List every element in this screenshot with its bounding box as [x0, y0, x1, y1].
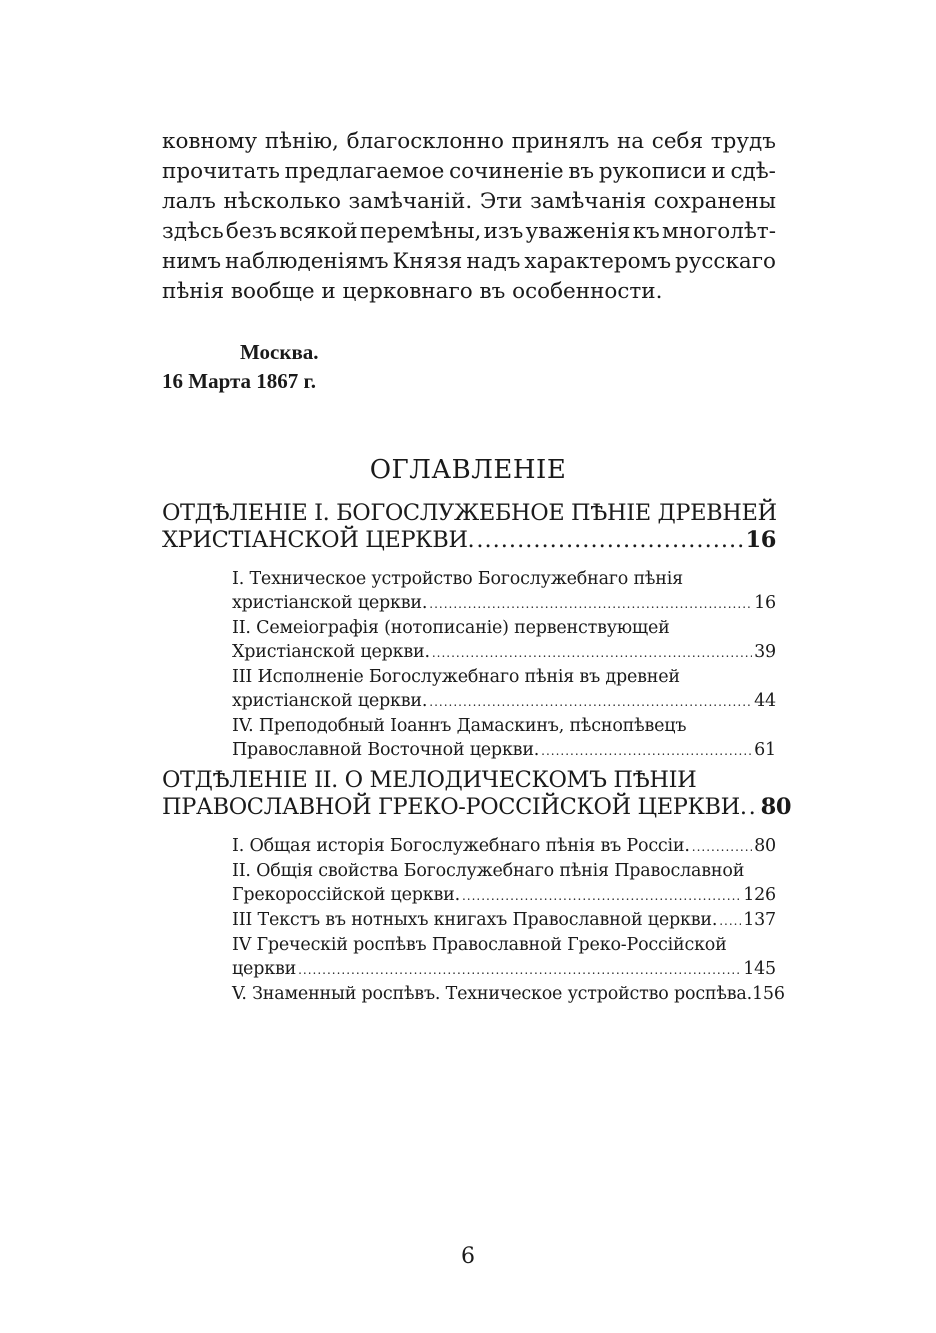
toc-entry-page: 137 — [743, 910, 776, 930]
toc-entry-line: IV Греческій роспѣвъ Православной Греко-Россійской — [232, 935, 727, 955]
dot-leader — [749, 794, 759, 821]
toc-entry — [232, 640, 776, 665]
toc-entry — [232, 982, 785, 1006]
intro-line: ковному пѣнію, благосклонно принялъ на себя трудъ — [162, 129, 776, 154]
toc-section-2 — [162, 767, 792, 821]
toc-section-title: ОТДѢЛЕНІЕ II. О МЕЛОДИЧЕСКОМЪ ПѢНІИ — [162, 767, 697, 793]
dot-leader — [298, 957, 741, 982]
toc-section-title: ПРАВОСЛАВНОЙ ГРЕКО-РОССІЙСКОЙ ЦЕРКВИ. — [162, 794, 747, 820]
toc-entry-text: Грекороссійской церкви. — [232, 885, 460, 905]
toc-entry-page: 145 — [743, 959, 776, 979]
toc-section-1 — [162, 500, 776, 554]
toc-section-title: ХРИСТІАНСКОЙ ЦЕРКВИ. — [162, 527, 475, 553]
toc-entry-line: III Исполненіе Богослужебнаго пѣнія въ древней — [232, 667, 680, 687]
toc-entry — [232, 591, 776, 616]
dot-leader — [462, 883, 741, 908]
toc-entry-text: христіанской церкви. — [232, 691, 428, 711]
toc-entry — [232, 738, 776, 763]
signature-city: Москва. — [240, 340, 319, 364]
dot-leader — [429, 591, 752, 616]
toc-entry — [232, 957, 776, 982]
toc-entry-text: III Текстъ въ нотныхъ книгахъ Православной церкви. — [232, 910, 718, 930]
toc-entry-line: II. Семеіографія (нотописаніе) первенствующей — [232, 618, 670, 638]
signature-date: 16 Марта 1867 г. — [162, 369, 316, 393]
toc-entry-text: I. Общая исторія Богослужебнаго пѣнія въ Россіи. — [232, 836, 690, 856]
signature-block — [162, 338, 319, 396]
toc-entry-page: 61 — [754, 740, 776, 760]
toc-section-title-line — [162, 794, 792, 821]
toc-entry-text: Христіанской церкви. — [232, 642, 430, 662]
toc-entry-text: христіанской церкви. — [232, 593, 428, 613]
toc-entry — [232, 689, 776, 714]
intro-line: пѣнія вообще и церковнаго въ особенности. — [162, 279, 663, 304]
intro-line: нимъ наблюденіямъ Князя надъ характеромъ русскаго — [162, 249, 776, 274]
page-number: 6 — [461, 1244, 475, 1269]
toc-entry-page: 156 — [752, 984, 785, 1004]
toc-entry-page: 39 — [754, 642, 776, 662]
toc-entry-page: 44 — [754, 691, 776, 711]
toc-entry-text: V. Знаменный роспѣвъ. Техническое устройство роспѣва. — [232, 984, 752, 1004]
toc-entry-line: IV. Преподобный Іоаннъ Дамаскинъ, пѣснопѣвецъ — [232, 716, 687, 736]
dot-leader — [719, 908, 741, 933]
toc-entries-2 — [232, 834, 785, 1006]
dot-leader — [692, 834, 752, 859]
toc-entry-text: церкви — [232, 959, 297, 979]
intro-paragraph — [162, 127, 776, 307]
intro-line: прочитать предлагаемое сочиненіе въ рукописи и сдѣ- — [162, 159, 776, 184]
toc-entry — [232, 908, 776, 933]
toc-entry — [232, 883, 776, 908]
toc-entry-page: 16 — [754, 593, 776, 613]
toc-entries-1 — [232, 567, 776, 763]
toc-section-page: 16 — [745, 527, 776, 553]
toc-section-page: 80 — [760, 794, 792, 820]
intro-line: лалъ нѣсколько замѣчаній. Эти замѣчанія сохранены — [162, 189, 776, 214]
dot-leader — [429, 689, 752, 714]
toc-entry-page: 126 — [743, 885, 776, 905]
toc-entry-page: 80 — [754, 836, 776, 856]
dot-leader — [432, 640, 752, 665]
toc-entry-line: I. Техническое устройство Богослужебнаго пѣнія — [232, 569, 683, 589]
toc-entry-line: II. Общія свойства Богослужебнаго пѣнія Православной — [232, 861, 745, 881]
toc-entry — [232, 834, 776, 859]
toc-entry-text: Православной Восточной церкви. — [232, 740, 540, 760]
dot-leader — [476, 527, 743, 554]
toc-section-title-line — [162, 527, 776, 554]
toc-heading: ОГЛАВЛЕНІЕ — [369, 455, 567, 485]
intro-line: здѣсь безъ всякой перемѣны, изъ уваженія къ многолѣт- — [162, 219, 776, 244]
dot-leader — [541, 738, 752, 763]
toc-section-title: ОТДѢЛЕНІЕ I. БОГОСЛУЖЕБНОЕ ПѢНІЕ ДРЕВНЕЙ — [162, 500, 777, 526]
